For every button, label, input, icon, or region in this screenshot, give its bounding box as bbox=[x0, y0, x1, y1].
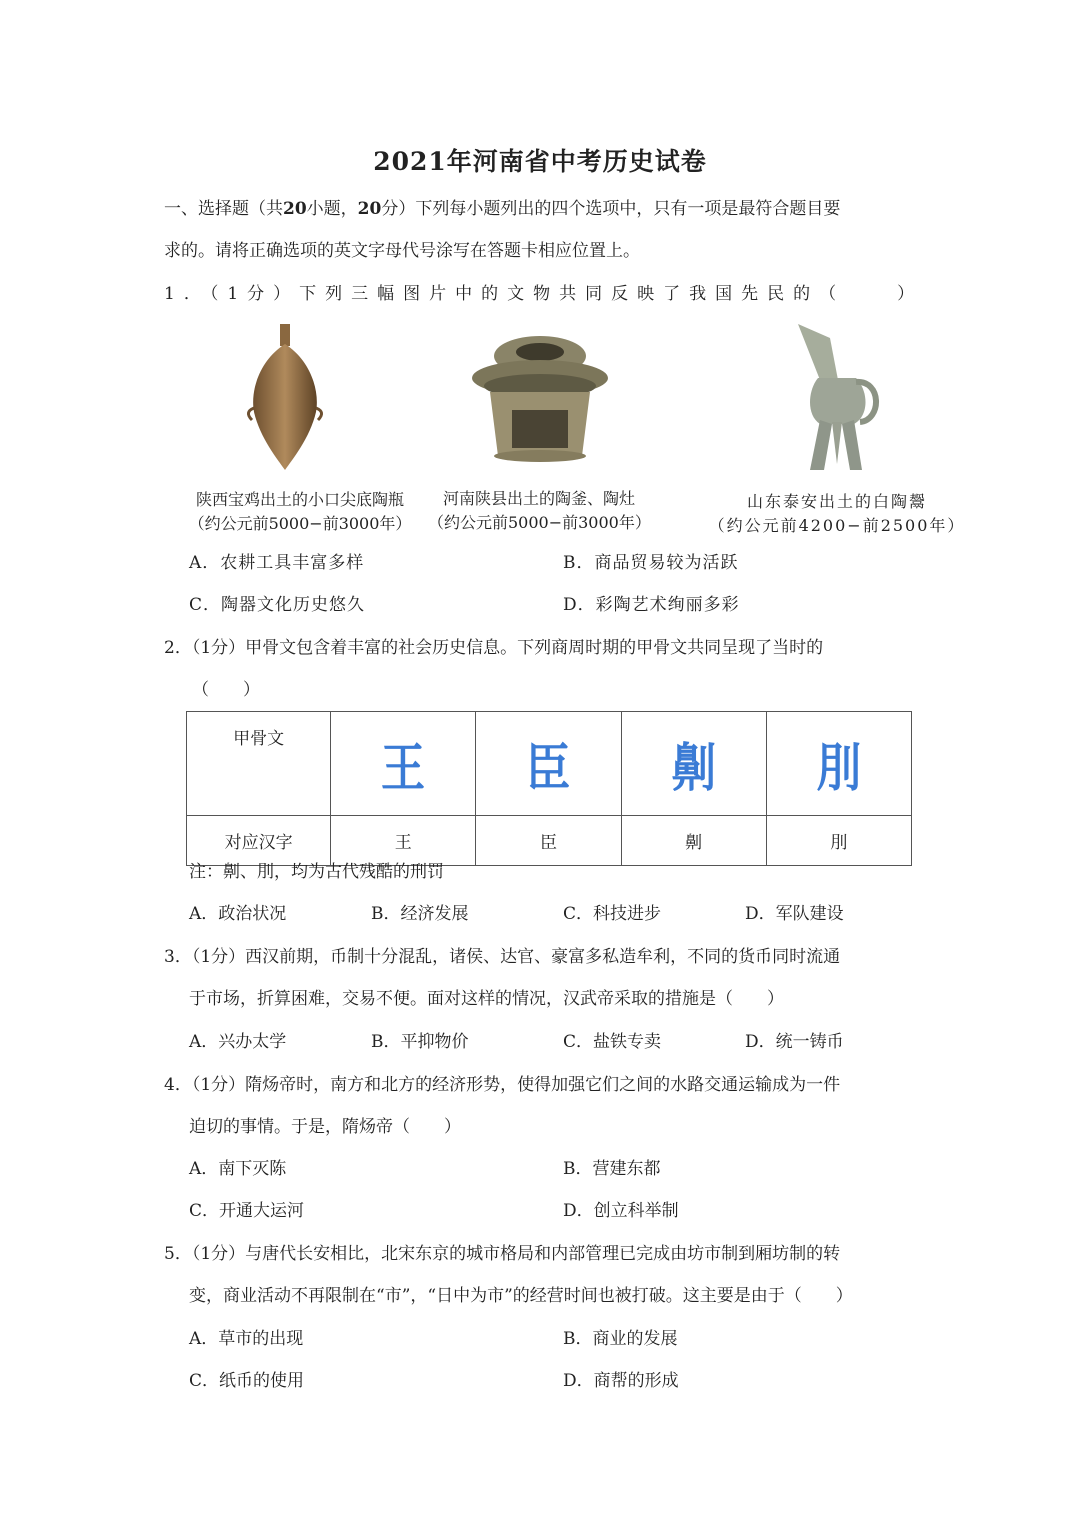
q4-stem-cont: 迫切的事情。于是，隋炀帝（ ） bbox=[189, 1117, 461, 1137]
q4-option-a[interactable]: A．南下灭陈 bbox=[189, 1159, 287, 1179]
section-text: 分）下列每小题列出的四个选项中，只有一项是最符合题目要 bbox=[381, 199, 841, 219]
character-cell: 王 bbox=[331, 816, 476, 866]
q1-option-b[interactable]: B．商品贸易较为活跃 bbox=[563, 553, 739, 573]
oracle-bone-table bbox=[186, 711, 912, 866]
question-count: 20 bbox=[283, 199, 307, 219]
caption-title: 陕西宝鸡出土的小口尖底陶瓶 bbox=[195, 490, 404, 509]
q1-option-d[interactable]: D．彩陶艺术绚丽多彩 bbox=[563, 595, 740, 615]
q2-option-d[interactable]: D．军队建设 bbox=[745, 904, 844, 924]
caption-date: （约公元前5000−前3000年） bbox=[428, 513, 651, 532]
oracle-glyph-yue: 刖 bbox=[816, 738, 861, 799]
q3-option-a[interactable]: A．兴办太学 bbox=[189, 1032, 287, 1052]
q5-option-d[interactable]: D．商帮的形成 bbox=[563, 1371, 679, 1391]
oracle-glyph-cell bbox=[331, 712, 476, 816]
caption-date: （约公元前5000−前3000年） bbox=[188, 514, 412, 533]
q3-option-b[interactable]: B．平抑物价 bbox=[371, 1032, 469, 1052]
q4-option-d[interactable]: D．创立科举制 bbox=[563, 1201, 679, 1221]
oracle-glyph-yi: 劓 bbox=[671, 738, 716, 799]
section-instructions-line2: 求的。请将正确选项的英文字母代号涂写在答题卡相应位置上。 bbox=[164, 241, 640, 261]
caption-date: （约公元前4200−前2500年） bbox=[708, 516, 966, 535]
q3-option-d[interactable]: D．统一铸币 bbox=[745, 1032, 844, 1052]
q2-option-b[interactable]: B．经济发展 bbox=[371, 904, 469, 924]
oracle-glyph-wang: 王 bbox=[381, 738, 426, 799]
q4-option-c[interactable]: C．开通大运河 bbox=[189, 1201, 305, 1221]
q2-stem: 2．（1分）甲骨文包含着丰富的社会历史信息。下列商周时期的甲骨文共同呈现了当时的 bbox=[164, 638, 824, 658]
oracle-glyph-cell bbox=[766, 712, 911, 816]
q2-option-a[interactable]: A．政治状况 bbox=[189, 904, 287, 924]
character-row-header: 对应汉字 bbox=[187, 816, 331, 866]
q5-option-c[interactable]: C．纸币的使用 bbox=[189, 1371, 305, 1391]
point-count: 20 bbox=[357, 199, 382, 219]
oracle-row-header: 甲骨文 bbox=[187, 712, 331, 816]
section-text: 小题， bbox=[306, 199, 358, 219]
q4-option-b[interactable]: B．营建东都 bbox=[563, 1159, 661, 1179]
q1-stem: 1．（1分）下列三幅图片中的文物共同反映了我国先民的（ ） bbox=[164, 284, 924, 304]
q1-option-c[interactable]: C．陶器文化历史悠久 bbox=[189, 595, 366, 615]
oracle-glyph-chen: 臣 bbox=[526, 738, 571, 799]
q2-stem-bracket: （ ） bbox=[192, 680, 260, 700]
section-instructions-line1 bbox=[164, 197, 840, 221]
q5-option-b[interactable]: B．商业的发展 bbox=[563, 1329, 678, 1349]
character-cell: 臣 bbox=[476, 816, 621, 866]
q4-stem: 4．（1分）隋炀帝时，南方和北方的经济形势，使得加强它们之间的水路交通运输成为一件 bbox=[164, 1075, 841, 1095]
page-title: 2021年河南省中考历史试卷 bbox=[373, 147, 707, 176]
q3-stem-cont: 于市场，折算困难，交易不便。面对这样的情况，汉武帝采取的措施是（ ） bbox=[189, 989, 784, 1009]
pointed-bottom-bottle-image bbox=[240, 320, 330, 472]
q3-option-c[interactable]: C．盐铁专卖 bbox=[563, 1032, 662, 1052]
pottery-pot-stove-image bbox=[468, 326, 613, 466]
artifact-2-caption bbox=[428, 487, 650, 535]
q5-stem-cont: 变，商业活动不再限制在“市”，“日中为市”的经营时间也被打破。这主要是由于（ ） bbox=[189, 1286, 853, 1306]
character-cell: 劓 bbox=[621, 816, 766, 866]
q1-option-a[interactable]: A．农耕工具丰富多样 bbox=[189, 553, 365, 573]
section-label: 一、选择题（共 bbox=[164, 199, 283, 219]
oracle-glyph-cell bbox=[476, 712, 621, 816]
character-cell: 刖 bbox=[766, 816, 911, 866]
white-pottery-gui-image bbox=[790, 320, 885, 475]
q2-option-c[interactable]: C．科技进步 bbox=[563, 904, 662, 924]
artifact-3-caption bbox=[708, 490, 966, 538]
q2-note: 注：劓、刖，均为古代残酷的刑罚 bbox=[189, 862, 444, 882]
q3-stem: 3．（1分）西汉前期，币制十分混乱，诸侯、达官、豪富多私造牟利，不同的货币同时流通 bbox=[164, 947, 841, 967]
q5-option-a[interactable]: A．草市的出现 bbox=[189, 1329, 304, 1349]
oracle-glyph-cell bbox=[621, 712, 766, 816]
caption-title: 河南陕县出土的陶釜、陶灶 bbox=[442, 489, 635, 508]
q5-stem: 5．（1分）与唐代长安相比，北宋东京的城市格局和内部管理已完成由坊市制到厢坊制的转 bbox=[164, 1244, 841, 1264]
caption-title: 山东泰安出土的白陶鬶 bbox=[746, 492, 927, 511]
artifact-1-caption bbox=[180, 488, 420, 536]
